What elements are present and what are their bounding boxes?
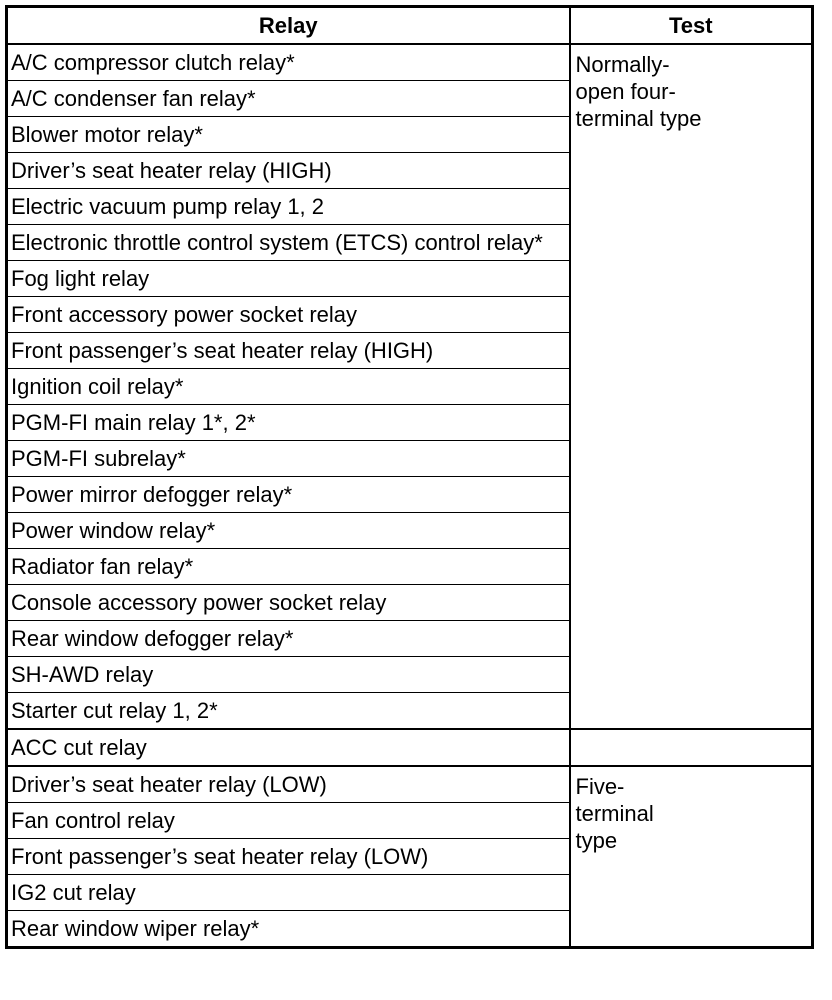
relay-name-cell: Console accessory power socket relay bbox=[7, 585, 570, 621]
relay-name-cell: IG2 cut relay bbox=[7, 875, 570, 911]
relay-test-table bbox=[5, 5, 814, 949]
relay-name-cell: Front passenger’s seat heater relay (LOW) bbox=[7, 839, 570, 875]
table-row bbox=[7, 766, 813, 803]
relay-name-cell: A/C condenser fan relay* bbox=[7, 81, 570, 117]
relay-name-cell: Front passenger’s seat heater relay (HIGH) bbox=[7, 333, 570, 369]
relay-name-cell: PGM-FI subrelay* bbox=[7, 441, 570, 477]
relay-name-cell: Rear window wiper relay* bbox=[7, 911, 570, 948]
relay-name-cell: SH-AWD relay bbox=[7, 657, 570, 693]
relay-name-cell: ACC cut relay bbox=[7, 729, 570, 766]
relay-name-cell: Radiator fan relay* bbox=[7, 549, 570, 585]
relay-name-cell: Electric vacuum pump relay 1, 2 bbox=[7, 189, 570, 225]
test-type-cell bbox=[570, 766, 813, 948]
relay-name-cell: Starter cut relay 1, 2* bbox=[7, 693, 570, 730]
test-type-cell bbox=[570, 44, 813, 729]
relay-table-body bbox=[7, 44, 813, 948]
test-type-label: Normally- open four- terminal type bbox=[575, 52, 702, 131]
relay-name-cell: Power mirror defogger relay* bbox=[7, 477, 570, 513]
relay-name-cell: Driver’s seat heater relay (HIGH) bbox=[7, 153, 570, 189]
relay-column-header: Relay bbox=[7, 7, 570, 45]
test-type-cell bbox=[570, 729, 813, 766]
relay-name-cell: A/C compressor clutch relay* bbox=[7, 44, 570, 81]
relay-name-cell: Front accessory power socket relay bbox=[7, 297, 570, 333]
relay-name-cell: Electronic throttle control system (ETCS) control relay* bbox=[7, 225, 570, 261]
relay-name-cell: Fog light relay bbox=[7, 261, 570, 297]
relay-name-cell: PGM-FI main relay 1*, 2* bbox=[7, 405, 570, 441]
relay-name-cell: Ignition coil relay* bbox=[7, 369, 570, 405]
table-row bbox=[7, 44, 813, 81]
test-type-label: Five- terminal type bbox=[575, 774, 654, 853]
relay-name-cell: Rear window defogger relay* bbox=[7, 621, 570, 657]
test-column-header: Test bbox=[570, 7, 813, 45]
relay-name-cell: Blower motor relay* bbox=[7, 117, 570, 153]
relay-name-cell: Power window relay* bbox=[7, 513, 570, 549]
table-row bbox=[7, 729, 813, 766]
relay-name-cell: Fan control relay bbox=[7, 803, 570, 839]
relay-name-cell: Driver’s seat heater relay (LOW) bbox=[7, 766, 570, 803]
header-row bbox=[7, 7, 813, 45]
